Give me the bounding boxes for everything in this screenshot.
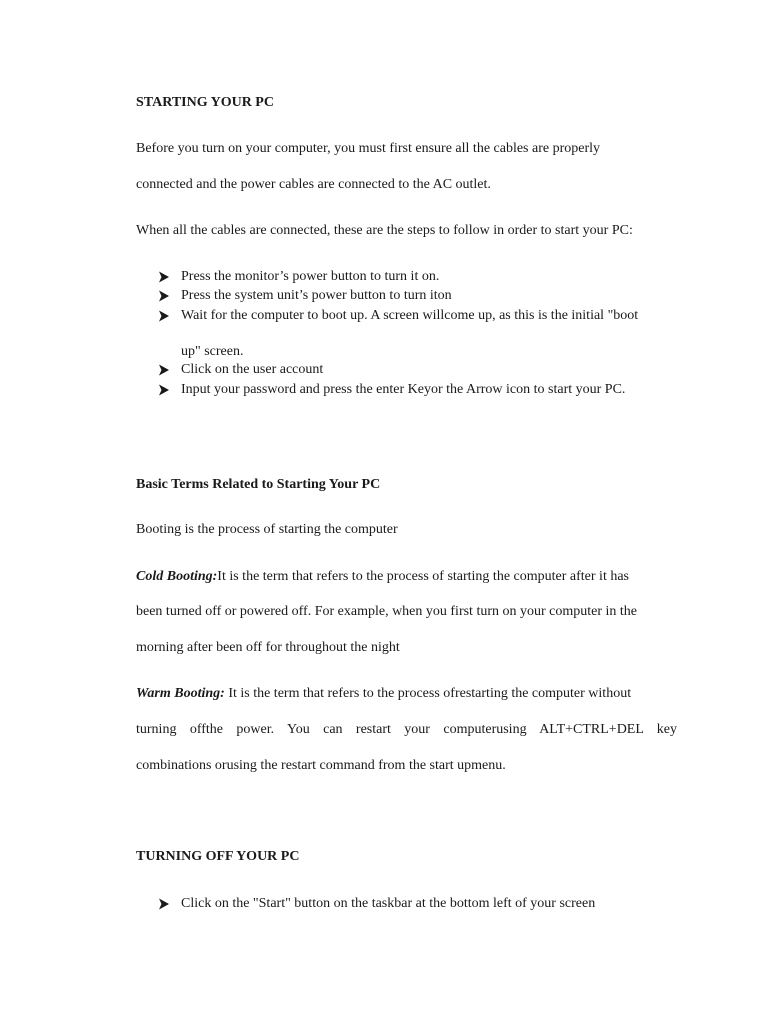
list-item: Input your password and press the enter Keyor the Arrow icon to start your PC. bbox=[181, 382, 626, 397]
paragraph-line: connected and the power cables are connected to the AC outlet. bbox=[136, 177, 491, 192]
heading-starting-your-pc: STARTING YOUR PC bbox=[136, 95, 274, 110]
list-item: Press the system unit’s power button to turn iton bbox=[181, 288, 452, 303]
paragraph-line: been turned off or powered off. For example, when you first turn on your computer in the bbox=[136, 604, 638, 619]
list-item: Click on the user account bbox=[181, 362, 324, 377]
paragraph-line: When all the cables are connected, these are the steps to follow in order to start your PC: bbox=[136, 223, 633, 238]
arrowhead-bullet-icon bbox=[158, 361, 172, 379]
arrowhead-bullet-icon bbox=[158, 895, 172, 913]
paragraph-line: combinations orusing the restart command from the start upmenu. bbox=[136, 758, 506, 773]
definition-text: It is the term that refers to the process ofrestarting the computer without bbox=[224, 686, 632, 701]
paragraph-line: morning after been off for throughout the night bbox=[136, 640, 400, 655]
heading-turning-off-your-pc: TURNING OFF YOUR PC bbox=[136, 849, 300, 864]
list-item: Wait for the computer to boot up. A screen willcome up, as this is the initial "boot bbox=[181, 308, 639, 323]
list-item: Click on the "Start" button on the taskbar at the bottom left of your screen bbox=[181, 896, 596, 911]
definition-text: It is the term that refers to the process of starting the computer after it has bbox=[217, 569, 629, 584]
heading-basic-terms: Basic Terms Related to Starting Your PC bbox=[136, 477, 381, 492]
arrowhead-bullet-icon bbox=[158, 268, 172, 286]
warm-booting-line bbox=[136, 685, 631, 703]
arrowhead-bullet-icon bbox=[158, 287, 172, 305]
arrowhead-bullet-icon bbox=[158, 307, 172, 325]
list-item: Press the monitor’s power button to turn it on. bbox=[181, 269, 440, 284]
paragraph-line: turning offthe power. You can restart your computerusing ALT+CTRL+DEL key bbox=[136, 722, 677, 737]
cold-booting-line bbox=[136, 568, 629, 586]
term-cold-booting: Cold Booting: bbox=[136, 569, 218, 584]
arrowhead-bullet-icon bbox=[158, 381, 172, 399]
term-warm-booting: Warm Booting: bbox=[136, 686, 225, 701]
paragraph-line: Booting is the process of starting the computer bbox=[136, 522, 398, 537]
paragraph-line: Before you turn on your computer, you must first ensure all the cables are properly bbox=[136, 141, 601, 156]
list-item-continuation: up" screen. bbox=[181, 344, 244, 359]
